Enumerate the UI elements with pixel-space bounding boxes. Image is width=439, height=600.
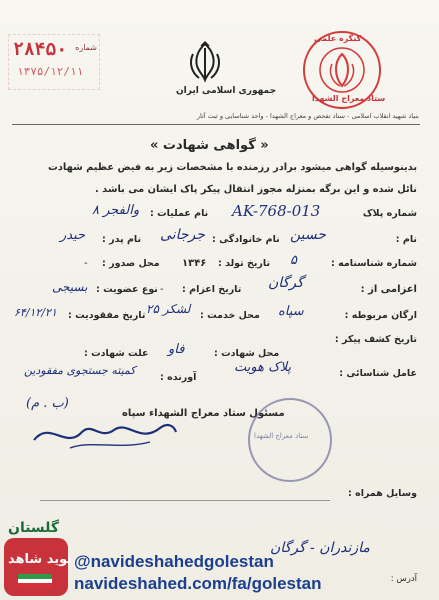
watermark-handle[interactable]: @navideshahedgolestan <box>74 552 274 571</box>
address-label: آدرس : <box>390 574 417 584</box>
plaque-value: AK-768-013 <box>232 202 321 220</box>
operation-label: نام عملیات : <box>150 208 209 219</box>
family-label: نام خانوادگی : <box>212 234 280 245</box>
signature-mark <box>30 410 180 456</box>
intro-line-2: نائل شده و این برگه بمنزله مجوز انتقال پیکر پاک ایشان می باشد . <box>95 184 417 195</box>
id-number-value: ۵ <box>290 253 297 268</box>
header-divider <box>12 124 420 125</box>
cause-label: علت شهادت : <box>84 348 149 359</box>
belongings-label: وسایل همراه : <box>347 488 417 499</box>
martyrdom-place-value: فاو <box>168 342 185 357</box>
dispatch-date-value: - <box>160 284 164 295</box>
intro-line-1: بدینوسیله گواهی میشود برادر رزمنده با مشخصات زیر به فیض عظیم شهادت <box>48 162 417 173</box>
official-stamp <box>248 398 332 482</box>
bringer-value: کمیته جستجوی مفقودین <box>24 364 136 377</box>
id-number-label: شماره شناسنامه : <box>331 258 417 269</box>
navideshahed-logo <box>4 538 73 596</box>
birth-date-value: ۱۳۴۶ <box>182 258 207 269</box>
family-value: جرجانی <box>160 227 205 243</box>
official-signature-line: مسئول ستاد معراج الشهداء سپاه <box>122 408 285 419</box>
father-label: نام پدر : <box>102 234 142 245</box>
identification-value: پلاک هویت <box>234 360 292 375</box>
belongings-line <box>40 500 330 501</box>
dispatch-date-label: تاریخ اعزام : <box>182 284 242 295</box>
org-logo <box>300 28 384 112</box>
membership-value: بسیجی <box>52 280 88 294</box>
unit-label: ارگان مربوطه : <box>344 310 417 321</box>
body-found-date-label: تاریخ کشف پیکر : <box>334 334 417 345</box>
document-number: ۲۸۴۵۰ <box>13 39 68 60</box>
official-stamp-text: ستاد معراج الشهدا <box>254 432 309 440</box>
name-label: نام : <box>395 234 417 245</box>
plaque-label: شماره پلاک <box>362 208 417 219</box>
unit-value: سپاه <box>278 304 304 319</box>
missing-date-value: ۶۴/۱۲/۲۱ <box>14 306 57 319</box>
birth-date-label: تاریخ تولد : <box>218 258 271 269</box>
emblem-caption: جمهوری اسلامی ایران <box>176 86 277 96</box>
watermark-site-name: گلستان <box>8 520 60 536</box>
service-place-label: محل خدمت : <box>200 310 260 321</box>
missing-date-label: تاریخ مفقودیت : <box>68 310 146 321</box>
certificate-title: « گواهی شهادت » <box>150 138 269 153</box>
watermark-url[interactable]: navideshahed.com/fa/golestan <box>74 574 322 593</box>
dispatch-from-value: گرگان <box>268 275 304 291</box>
document-number-label: شماره <box>75 43 97 52</box>
service-place-value: لشکر ۲۵ <box>146 302 191 316</box>
address-value: مازندران - گرگان <box>270 540 370 556</box>
father-value: حیدر <box>60 228 86 243</box>
handwritten-note: (ب . م) <box>26 396 69 411</box>
org-logo-bottom-text: ستاد معراج الشهدا <box>312 94 386 103</box>
martyrdom-place-label: محل شهادت : <box>214 348 280 359</box>
header-sub-caption: بنیاد شهید انقلاب اسلامی - ستاد تفحص و معراج الشهدا - واحد شناسایی و ثبت آثار <box>196 112 419 120</box>
identification-label: عامل شناسائی : <box>339 368 417 379</box>
operation-value: والفجر ۸ <box>92 203 140 218</box>
bringer-label: آورنده : <box>160 372 197 383</box>
issue-place-value: - <box>84 258 88 269</box>
iran-emblem-icon <box>185 40 225 84</box>
document-date: ۱۳۷۵/۱۲/۱۱ <box>17 65 84 78</box>
issue-place-label: محل صدور : <box>102 258 160 269</box>
flag-icon <box>18 574 52 588</box>
document-number-box <box>8 34 100 90</box>
membership-label: نوع عضویت : <box>96 284 158 295</box>
dispatch-from-label: اعزامی از : <box>360 284 417 295</box>
name-value: حسین <box>290 227 327 243</box>
navideshahed-logo-text: نوید شاهد <box>8 552 73 567</box>
org-logo-top-text: کنگره علمی <box>314 34 362 43</box>
